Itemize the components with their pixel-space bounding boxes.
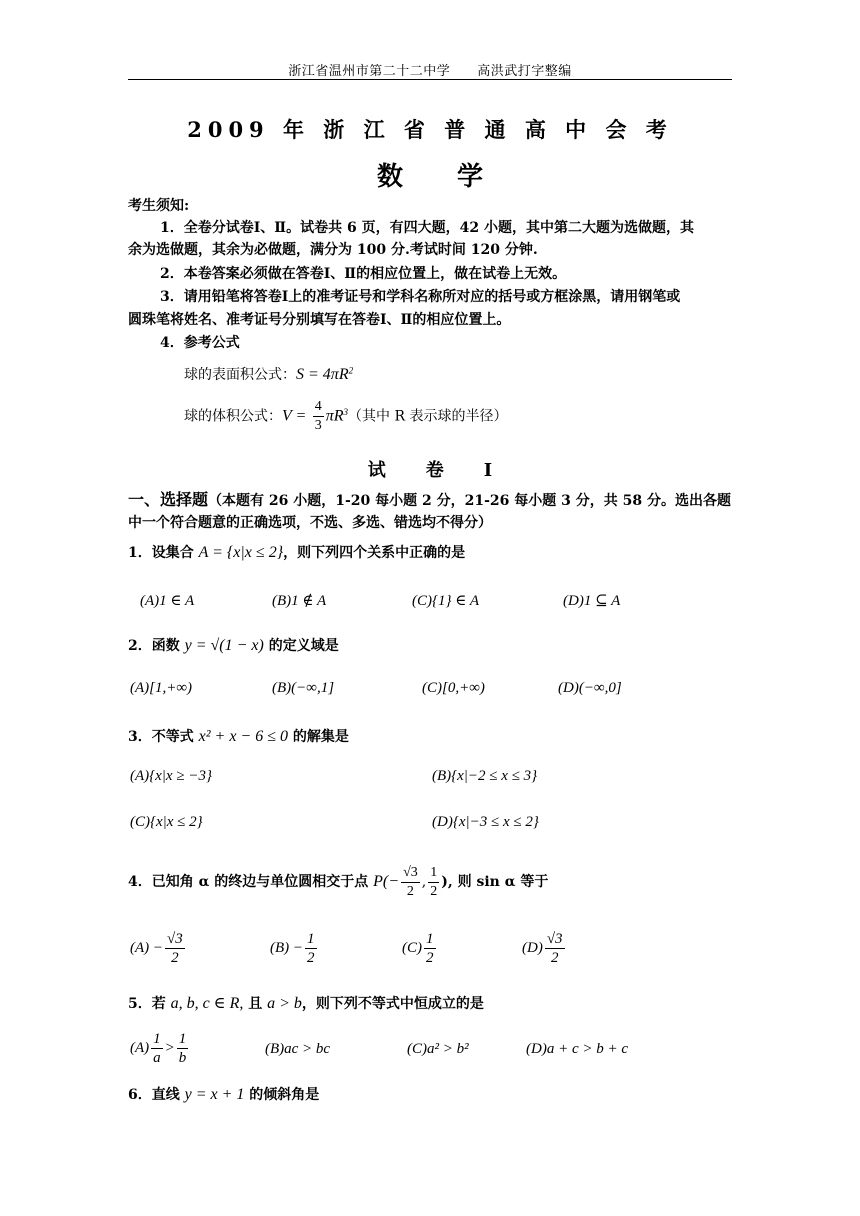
question-5-pre: 若	[151, 996, 171, 1012]
question-2-option-b: (B)(−∞,1]	[272, 680, 335, 696]
question-4: 4．已知角 α 的终边与单位圆相交于点 P(− $\frac{√3}{2}$ , $\frac{1}{2}$ ), 则 sin α 等于	[128, 864, 549, 899]
question-5-option-b: (B)ac > bc	[265, 1041, 331, 1057]
notice-item-2-num: 2．	[160, 266, 184, 282]
question-1-option-c: (C){1} ∈ A	[412, 593, 479, 609]
question-2-pre: 函数	[151, 638, 185, 654]
question-1-math: A = {x|x ≤ 2}	[198, 544, 284, 561]
question-3-option-c: (C){x|x ≤ 2}	[130, 814, 203, 830]
notice-item-2	[160, 264, 566, 284]
question-4-option-d-frac	[545, 930, 565, 967]
question-4-point-open: P(−	[373, 873, 400, 890]
question-4-frac2-den: 2	[430, 883, 438, 899]
question-3-post: 的解集是	[288, 729, 349, 745]
question-3	[128, 727, 349, 747]
question-4-option-d-pre: (D)	[522, 939, 543, 956]
part1-heading-line	[128, 490, 731, 511]
question-2	[128, 636, 339, 656]
surface-area-expression: S = 4πR	[296, 366, 349, 383]
part1-desc2: 中一个符合题意的正确选项，不选、多选、错选均不得分）	[128, 515, 492, 531]
volume-fraction-num: 4	[313, 398, 324, 417]
question-4-option-a-frac	[165, 930, 185, 967]
question-4-option-b	[270, 930, 319, 967]
part1-heading: 一、选择题	[128, 490, 209, 509]
question-4-frac1	[401, 864, 420, 901]
question-2-option-d: (D)(−∞,0]	[558, 680, 622, 696]
question-1-option-b: (B)1 ∉ A	[272, 593, 327, 609]
question-1-option-a: (A)1 ∈ A	[140, 593, 195, 609]
question-4-frac1-den: 2	[406, 883, 414, 899]
notice-heading: 考生须知:	[128, 198, 190, 214]
notice-item-3-line1: 请用铅笔将答卷Ⅰ上的准考证号和学科名称所对应的括号或方框涂黑，请用钢笔或	[183, 289, 681, 305]
section-title: 试卷Ⅰ	[367, 460, 533, 481]
question-4-option-a	[130, 930, 187, 967]
question-4-option-c-den: 2	[426, 950, 434, 966]
question-4-frac2	[428, 864, 439, 901]
question-4-option-c	[402, 930, 438, 967]
question-5-option-d: (D)a + c > b + c	[526, 1041, 629, 1057]
question-5-post: ，则下列不等式中恒成立的是	[301, 996, 484, 1012]
question-6-num: 6．	[128, 1087, 152, 1103]
notice-item-4-line1: 参考公式	[183, 335, 240, 351]
question-5-num: 5．	[128, 996, 152, 1012]
question-4-frac2-num: 1	[428, 864, 439, 883]
question-3-option-a: (A){x|x ≥ −3}	[130, 768, 212, 784]
question-1-option-d: (D)1 ⊆ A	[563, 593, 621, 609]
question-5	[128, 994, 484, 1014]
part1-desc1: （本题有 26 小题，1-20 每小题 2 分，21-26 每小题 3 分，共 58 分。选出各题	[208, 493, 732, 509]
notice-item-4-num: 4．	[160, 335, 184, 351]
notice-item-1	[160, 218, 694, 238]
question-5-option-a	[130, 1030, 190, 1067]
question-2-option-c: (C)[0,+∞)	[422, 680, 485, 696]
question-4-option-b-frac	[305, 930, 317, 967]
question-5-option-c: (C)a² > b²	[407, 1041, 469, 1057]
question-1-post: ，则下列四个关系中正确的是	[283, 545, 466, 561]
question-4-pre: 已知角 α 的终边与单位圆相交于点	[151, 874, 374, 890]
notice-item-3	[160, 287, 680, 307]
header-divider	[128, 79, 732, 80]
volume-fraction	[313, 398, 324, 435]
question-3-option-d: (D){x|−3 ≤ x ≤ 2}	[432, 814, 539, 830]
volume-exponent: 3	[343, 406, 349, 417]
question-4-option-a-den: 2	[171, 950, 179, 966]
notice-item-3-num: 3．	[160, 289, 184, 305]
question-5-option-a-den1: a	[153, 1050, 161, 1066]
volume-note: （其中 R 表示球的半径）	[348, 408, 508, 425]
volume-fraction-den: 3	[314, 418, 322, 433]
question-5-option-a-den2: b	[178, 1050, 187, 1066]
notice-item-1-line2: 余为选做题，其余为必做题，满分为 100 分.考试时间 120 分钟.	[128, 242, 538, 258]
question-4-option-b-num: 1	[307, 931, 315, 947]
volume-rest: πR	[325, 407, 344, 425]
question-3-option-b: (B){x|−2 ≤ x ≤ 3}	[432, 768, 538, 784]
question-5-option-a-pre: (A)	[130, 1039, 150, 1056]
exam-subject: 数学	[376, 162, 537, 192]
question-4-option-d-num: √3	[546, 931, 563, 947]
question-3-math: x² + x − 6 ≤ 0	[198, 728, 288, 745]
exam-title: 2009 年 浙 江 省 普 通 高 中 会 考	[187, 117, 673, 142]
question-5-option-a-frac2	[177, 1030, 189, 1067]
question-2-num: 2．	[128, 638, 152, 654]
surface-area-formula	[184, 364, 353, 384]
question-4-post: ), 则 sin α 等于	[441, 874, 549, 890]
question-1	[128, 543, 465, 563]
surface-area-label: 球的表面积公式：	[184, 367, 296, 383]
question-2-post: 的定义域是	[263, 638, 339, 654]
question-3-num: 3．	[128, 729, 152, 745]
volume-lhs: V =	[282, 407, 307, 425]
question-4-option-d-den: 2	[550, 950, 559, 966]
question-5-math2: a > b	[267, 995, 302, 1012]
question-5-option-a-num2: 1	[178, 1031, 187, 1047]
question-4-option-a-num: √3	[167, 931, 183, 947]
question-2-option-a: (A)[1,+∞)	[130, 680, 193, 696]
question-2-math: y = √(1 − x)	[184, 637, 264, 654]
question-4-option-c-pre: (C)	[402, 939, 422, 956]
question-4-option-b-pre: (B) −	[270, 939, 304, 956]
notice-item-4	[160, 333, 240, 353]
notice-item-2-line1: 本卷答案必须做在答卷Ⅰ、Ⅱ的相应位置上，做在试卷上无效。	[183, 266, 567, 282]
surface-area-exponent: 2	[348, 365, 354, 376]
volume-formula	[184, 398, 507, 435]
question-4-option-a-pre: (A) −	[130, 939, 164, 956]
question-4-option-d	[522, 930, 567, 967]
question-4-option-b-den: 2	[307, 950, 315, 966]
question-4-option-c-num: 1	[426, 931, 434, 947]
notice-item-3-line2: 圆珠笔将姓名、准考证号分别填写在答卷Ⅰ、Ⅱ的相应位置上。	[128, 312, 511, 328]
notice-item-1-num: 1．	[160, 220, 184, 236]
question-5-option-a-frac1	[151, 1030, 163, 1067]
question-5-mid: 且	[243, 996, 268, 1012]
question-6-post: 的倾斜角是	[244, 1087, 320, 1103]
question-6	[128, 1085, 319, 1105]
question-1-pre: 设集合	[151, 545, 199, 561]
volume-label: 球的体积公式：	[184, 408, 282, 425]
notice-item-1-line1: 全卷分试卷Ⅰ、Ⅱ。试卷共 6 页，有四大题，42 小题，其中第二大题为选做题，其	[183, 220, 694, 236]
question-1-num: 1．	[128, 545, 152, 561]
question-4-option-c-frac	[424, 930, 436, 967]
question-5-option-a-op: >	[164, 1039, 175, 1056]
question-6-math: y = x + 1	[184, 1086, 245, 1103]
question-4-frac1-num: √3	[401, 864, 420, 883]
question-5-math: a, b, c ∈ R,	[170, 995, 244, 1012]
question-4-num: 4．	[128, 874, 152, 890]
question-3-pre: 不等式	[151, 729, 199, 745]
question-5-option-a-num1: 1	[153, 1031, 161, 1047]
question-6-pre: 直线	[151, 1087, 185, 1103]
page-header: 浙江省温州市第二十二中学 高洪武打字整编	[288, 64, 572, 79]
